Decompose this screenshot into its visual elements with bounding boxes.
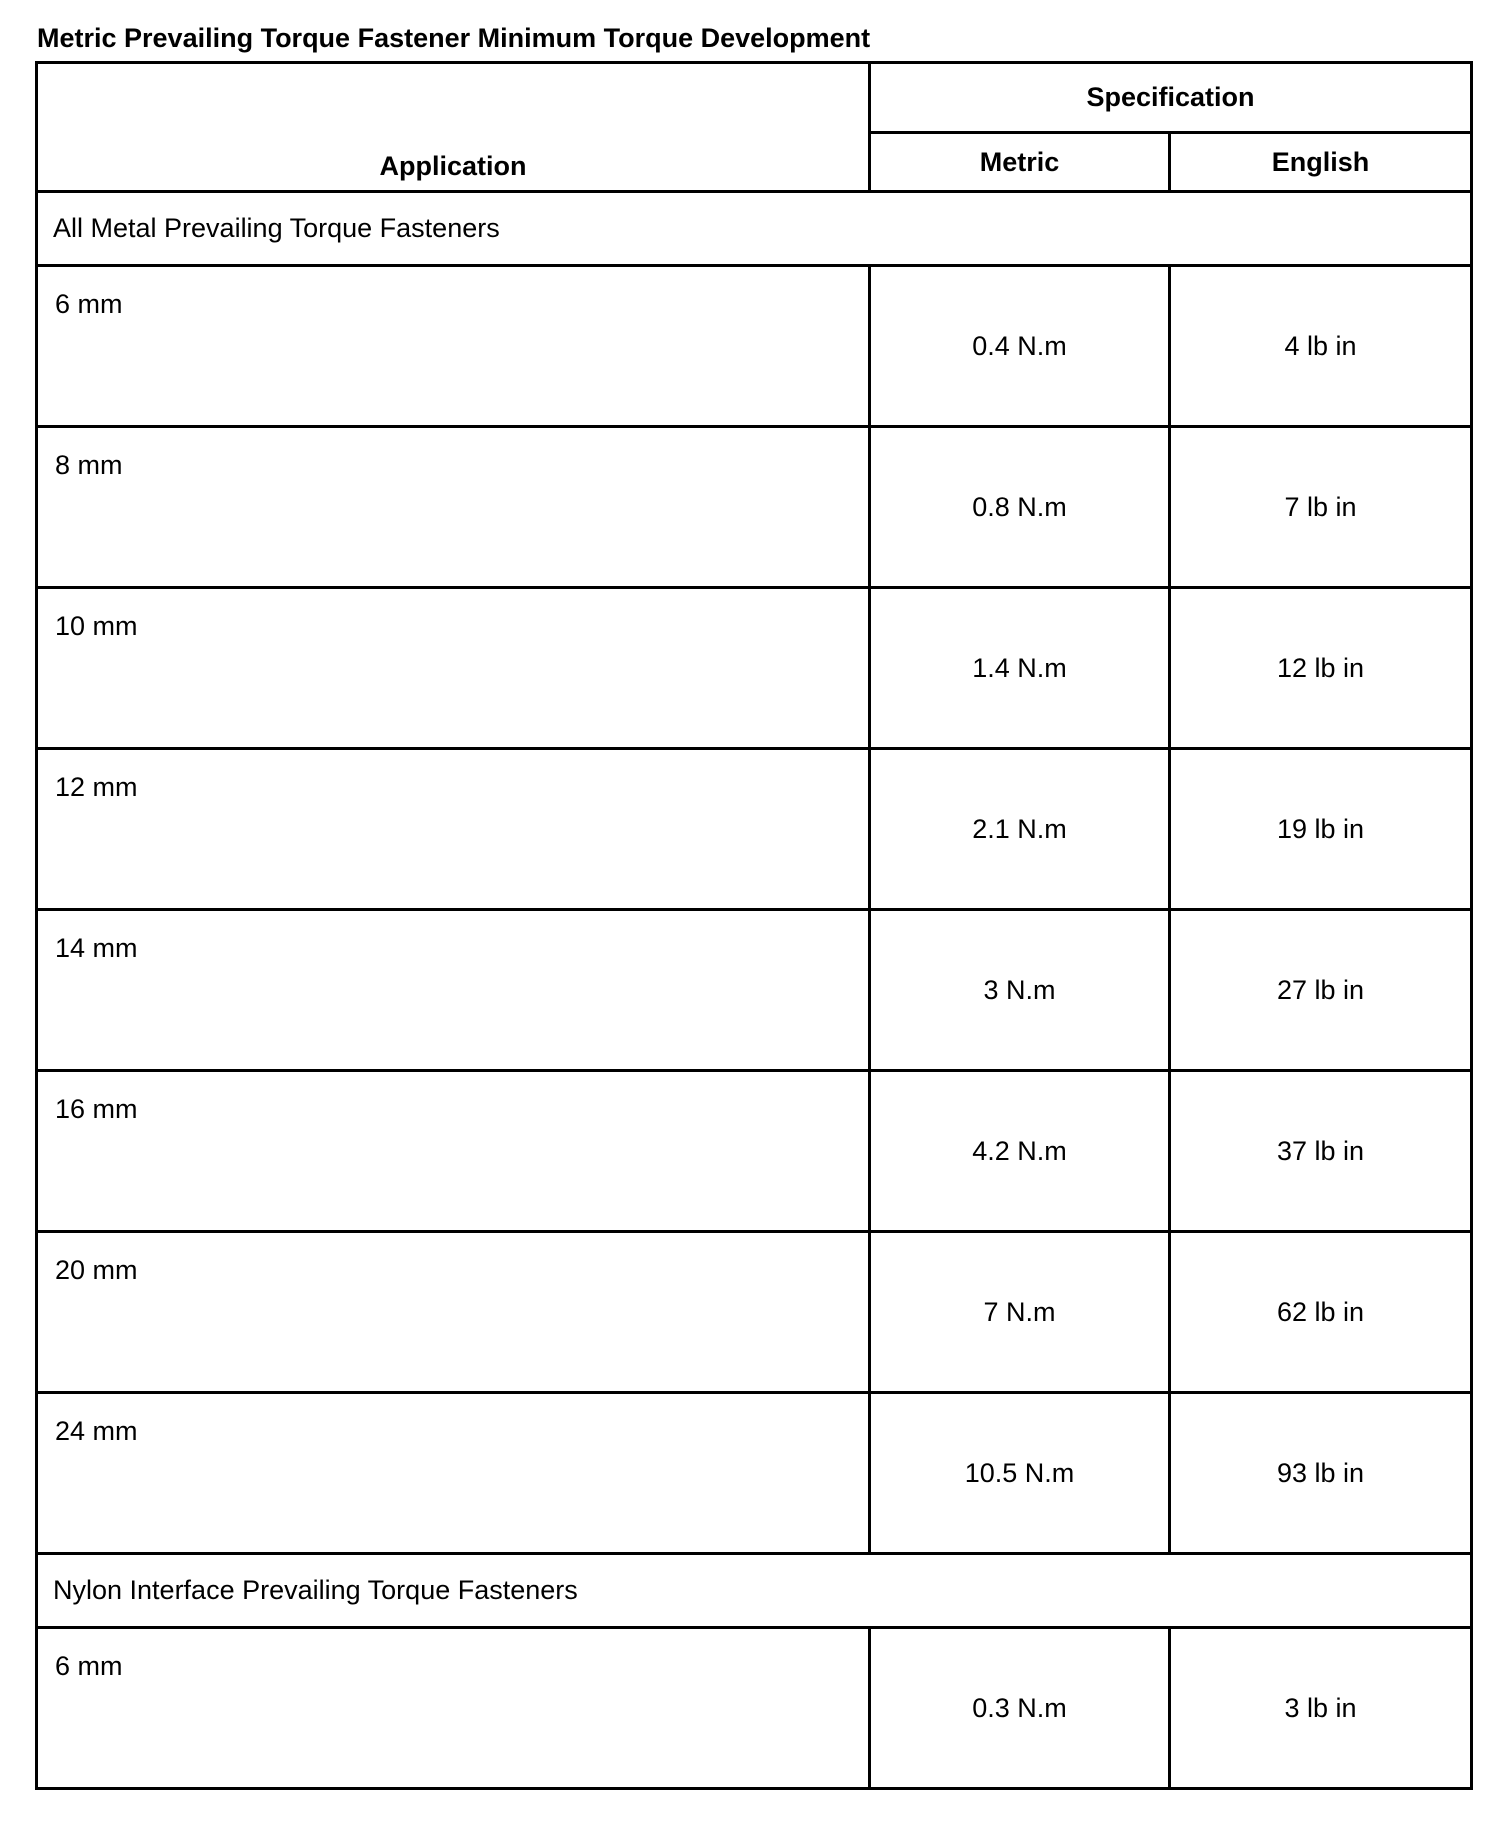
- english-value-cell: 4 lb in: [1170, 266, 1472, 427]
- application-cell: 6 mm: [37, 1628, 870, 1789]
- english-value-cell: 7 lb in: [1170, 427, 1472, 588]
- torque-spec-table: [35, 61, 1473, 1790]
- application-cell: 8 mm: [37, 427, 870, 588]
- english-value-cell: 37 lb in: [1170, 1071, 1472, 1232]
- application-column-header: Application: [37, 63, 870, 192]
- english-value-cell: 93 lb in: [1170, 1393, 1472, 1554]
- english-value-cell: 27 lb in: [1170, 910, 1472, 1071]
- table-row: [37, 1393, 1472, 1554]
- table-row: [37, 427, 1472, 588]
- metric-value-cell: 10.5 N.m: [870, 1393, 1170, 1554]
- document-title: Metric Prevailing Torque Fastener Minimum Torque Development: [37, 23, 871, 53]
- table-row: [37, 749, 1472, 910]
- application-cell: 20 mm: [37, 1232, 870, 1393]
- application-cell: 12 mm: [37, 749, 870, 910]
- table-row: [37, 1071, 1472, 1232]
- section-row: [37, 192, 1472, 266]
- metric-value-cell: 2.1 N.m: [870, 749, 1170, 910]
- table-row: [37, 1628, 1472, 1789]
- english-value-cell: 19 lb in: [1170, 749, 1472, 910]
- application-cell: 24 mm: [37, 1393, 870, 1554]
- section-label: All Metal Prevailing Torque Fasteners: [37, 192, 1472, 266]
- section-row: [37, 1554, 1472, 1628]
- table-row: [37, 910, 1472, 1071]
- metric-value-cell: 4.2 N.m: [870, 1071, 1170, 1232]
- english-value-cell: 62 lb in: [1170, 1232, 1472, 1393]
- application-cell: 10 mm: [37, 588, 870, 749]
- application-cell: 16 mm: [37, 1071, 870, 1232]
- metric-value-cell: 0.3 N.m: [870, 1628, 1170, 1789]
- metric-column-header: Metric: [870, 133, 1170, 192]
- english-value-cell: 12 lb in: [1170, 588, 1472, 749]
- english-column-header: English: [1170, 133, 1472, 192]
- metric-value-cell: 0.4 N.m: [870, 266, 1170, 427]
- table-body: [37, 192, 1472, 1789]
- table-row: [37, 588, 1472, 749]
- metric-value-cell: 7 N.m: [870, 1232, 1170, 1393]
- english-value-cell: 3 lb in: [1170, 1628, 1472, 1789]
- application-cell: 6 mm: [37, 266, 870, 427]
- metric-value-cell: 0.8 N.m: [870, 427, 1170, 588]
- table-row: [37, 266, 1472, 427]
- metric-value-cell: 3 N.m: [870, 910, 1170, 1071]
- application-cell: 14 mm: [37, 910, 870, 1071]
- section-label: Nylon Interface Prevailing Torque Fasteners: [37, 1554, 1472, 1628]
- metric-value-cell: 1.4 N.m: [870, 588, 1170, 749]
- table-header: [37, 63, 1472, 192]
- table-row: [37, 1232, 1472, 1393]
- specification-column-header: Specification: [870, 63, 1472, 133]
